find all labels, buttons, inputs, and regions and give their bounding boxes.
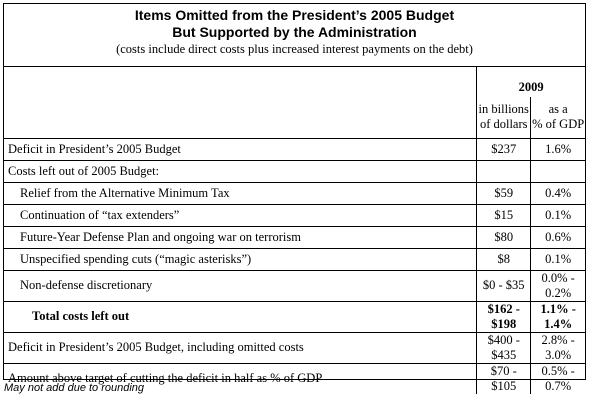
row-dollars <box>477 160 531 182</box>
table-row-spending-cuts <box>4 248 585 270</box>
table-row-costs-header <box>4 160 585 182</box>
table-row-defense <box>4 226 585 248</box>
row-gdp: 0.1% <box>531 204 585 226</box>
footnote: May not add due to rounding <box>4 382 145 394</box>
row-dollars: $70 - $105 <box>477 363 531 394</box>
row-gdp: 0.1% <box>531 248 585 270</box>
header-gdp-line2: % of GDP <box>532 117 585 132</box>
row-gdp: 1.1% - 1.4% <box>531 301 585 332</box>
row-label: Continuation of “tax extenders” <box>4 204 477 226</box>
row-label: Total costs left out <box>4 301 477 332</box>
row-gdp: 0.4% <box>531 182 585 204</box>
row-dollars: $0 - $35 <box>477 270 531 301</box>
row-gdp: 1.6% <box>531 138 585 160</box>
table-row-total <box>4 301 585 332</box>
header-year-row <box>4 67 585 97</box>
row-gdp: 0.6% <box>531 226 585 248</box>
header-blank-2 <box>4 97 477 138</box>
row-gdp <box>531 160 585 182</box>
row-label: Relief from the Alternative Minimum Tax <box>4 182 477 204</box>
row-label: Unspecified spending cuts (“magic asterisks”) <box>4 248 477 270</box>
header-gdp <box>531 97 585 138</box>
row-dollars: $237 <box>477 138 531 160</box>
table-row-tax-extenders <box>4 204 585 226</box>
title-block <box>4 4 585 67</box>
title-line-1: Items Omitted from the President’s 2005 Budget <box>134 7 455 23</box>
table-row-amt <box>4 182 585 204</box>
row-label: Deficit in President’s 2005 Budget, including omitted costs <box>4 332 477 363</box>
table-row-deficit-incl <box>4 332 585 363</box>
row-label: Costs left out of 2005 Budget: <box>4 160 477 182</box>
row-label: Deficit in President’s 2005 Budget <box>4 138 477 160</box>
row-label: Amount above target of cutting the deficit in half as % of GDP <box>4 363 477 394</box>
header-year: 2009 <box>518 80 544 94</box>
budget-table <box>4 67 585 394</box>
row-gdp: 2.8% - 3.0% <box>531 332 585 363</box>
row-dollars: $80 <box>477 226 531 248</box>
row-dollars: $8 <box>477 248 531 270</box>
row-dollars: $59 <box>477 182 531 204</box>
row-label: Non-defense discretionary <box>4 270 477 301</box>
row-gdp: 0.0% - 0.2% <box>531 270 585 301</box>
row-dollars: $162 - $198 <box>477 301 531 332</box>
subtitle: (costs include direct costs plus increased interest payments on the debt) <box>116 42 473 56</box>
header-dollars <box>477 97 531 138</box>
header-blank <box>4 67 477 97</box>
header-dollars-line2: of dollars <box>479 117 528 132</box>
row-gdp: 0.5% - 0.7% <box>541 363 575 393</box>
row-dollars: $400 - $435 <box>477 332 531 363</box>
header-units-row <box>4 97 585 138</box>
header-dollars-line1: in billions <box>478 102 529 117</box>
title-line-2: But Supported by the Administration <box>172 24 417 40</box>
table-row-nondefense <box>4 270 585 301</box>
table-row-deficit <box>4 138 585 160</box>
row-label: Future-Year Defense Plan and ongoing war on terrorism <box>4 226 477 248</box>
header-gdp-line1: as a <box>548 102 568 117</box>
row-dollars: $15 <box>477 204 531 226</box>
